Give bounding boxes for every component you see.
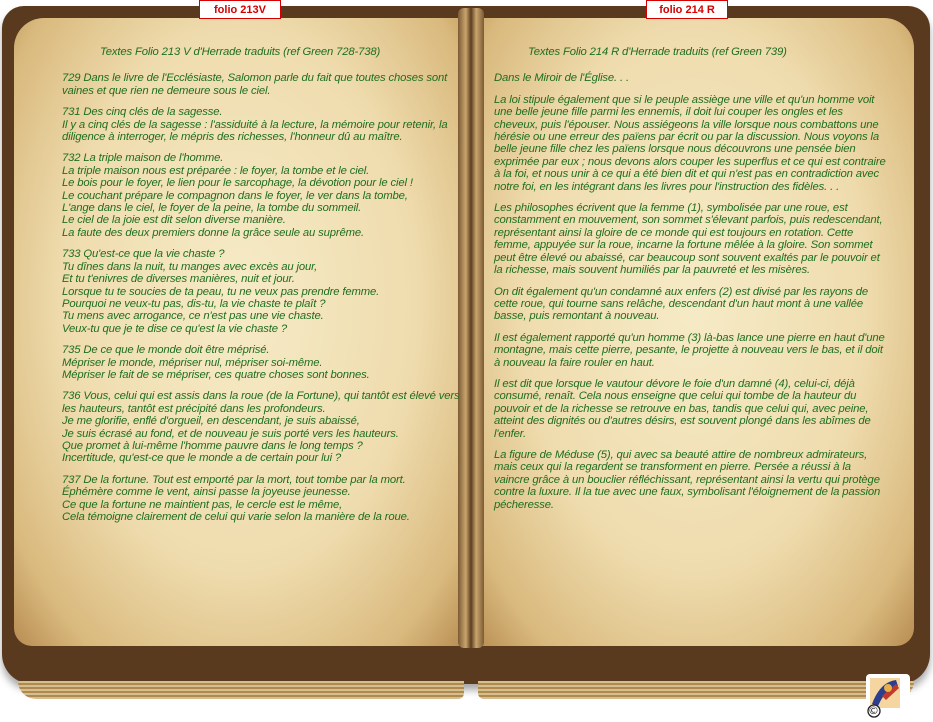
right-page-paragraph: Il est dit que lorsque le vautour dévore le foie d'un damné (4), celui-ci, déjà consumé, renaît. Cela nous enseigne que celui qui tombe de la hauteur du pouvoir et de la richesse se retrouve en bas, tandis que celui qui, avec peine, atteint des dignités ou d'autres désirs, est souvent plongé dans les abîmes de l'enfer. — [494, 377, 871, 440]
right-page-paragraph: Dans le Miroir de l'Église. . . — [494, 72, 630, 85]
left-page-paragraph: 732 La triple maison de l'homme. La triple maison nous est préparée : le foyer, la tombe et le ciel. Le bois pour le foyer, le lien pour le sarcophage, la dévotion pour le ciel ! Le couchant prépare le compagnon dans le foyer, le ver dans la tombe, L'ange dans le ciel, le foyer de la peine, la tombe du sommeil. Le ciel de la joie est dit selon diverse manière. La faute des deux premiers donne la grâce seule au suprême. — [62, 152, 413, 239]
left-paragraphs — [62, 72, 462, 523]
copyright-logo-icon — [866, 674, 910, 718]
left-page-edge — [18, 681, 464, 699]
right-page-edge — [478, 681, 914, 699]
left-page-paragraph: 731 Des cinq clés de la sagesse. Il y a cinq clés de la sagesse : l'assiduité à la lecture, la mémoire pour retenir, la diligence à interroger, le mépris des richesses, l'honneur dû au maître. — [62, 106, 448, 144]
right-page-paragraph: Les philosophes écrivent que la femme (1), symbolisée par une roue, est constamment en mouvement, son sommet s'élevant parfois, puis redescendant, représentant ainsi la gloire de ce monde qui est toujours en rotation. Cette femme, appuyée sur la roue, incarne la fortune mêlée à la gloire. Son sommet peut être élevé ou abaissé, car beaucoup sont souvent exaltés par le pouvoir et la richesse, mais souvent humiliés par la pauvreté et les misères. — [494, 202, 883, 277]
left-page-text — [62, 46, 462, 532]
folio-label-right: folio 214 R — [646, 0, 728, 19]
folio-label-left: folio 213V — [199, 0, 281, 19]
right-page-paragraph: La figure de Méduse (5), qui avec sa beauté attire de nombreux admirateurs, mais ceux qui la regardent se transforment en pierre. Persée a réussi à la vaincre grâce à un bouclier réfléchissant, représentant ainsi la vertu qui protège contre la luxure. Il la tue avec une faux, symbolisant l'éloignement de la passion pécheresse. — [494, 448, 881, 511]
left-page-paragraph: 735 De ce que le monde doit être méprisé. Mépriser le monde, mépriser nul, mépriser soi-même. Mépriser le fait de se mépriser, ces quatre choses sont bonnes. — [62, 344, 370, 381]
left-page-heading: Textes Folio 213 V d'Herrade traduits (ref Green 728-738) — [100, 46, 381, 58]
right-page-heading: Textes Folio 214 R d'Herrade traduits (ref Green 739) — [528, 46, 787, 58]
right-paragraphs — [494, 72, 888, 511]
right-page-text — [494, 46, 888, 520]
right-page-paragraph: Il est également rapporté qu'un homme (3) là-bas lance une pierre en haut d'une montagne, mais cette pierre, pesante, le projette à nouveau vers le bas, et il doit à nouveau la faire rouler en haut. — [494, 331, 885, 369]
left-page-paragraph: 737 De la fortune. Tout est emporté par la mort, tout tombe par la mort. Éphémère comme le vent, ainsi passe la joyeuse jeunesse. Ce que la fortune ne maintient pas, le cercle est le même, Cela témoigne clairement de celui qui varie selon la manière de la roue. — [62, 473, 410, 523]
right-page-paragraph: La loi stipule également que si le peuple assiège une ville et qu'un homme voit une belle jeune fille parmi les ennemis, il doit lui couper les ongles et les cheveux, puis l'épouser. Nous assiégeons la ville lorsque nous combattons une hérésie ou une erreur des païens par écrit ou par la discussion. Nous voyons la belle jeune fille chez les païens lorsque nous découvrons une pensée bien exprimée par eux ; nous devons alors couper les superflus et ce qui est contraire à la foi, et nous unir à ce qui a été bien dit et qui n'est pas en contradiction avec notre foi, en les intégrant dans les livres pour l'instruction des fidèles. . . — [494, 93, 886, 193]
copyright-symbol: © — [868, 704, 879, 717]
left-page-paragraph: 733 Qu'est-ce que la vie chaste ? Tu dînes dans la nuit, tu manges avec excès au jour, Et tu t'enivres de diverses manières, nuit et jour. Lorsque tu te soucies de ta peau, tu ne veux pas prendre femme. Pourquoi ne veux-tu pas, dis-tu, la vie chaste te plaît ? Tu mens avec arrogance, ce n'est pas une vie chaste. Veux-tu que je te dise ce qu'est la vie chaste ? — [62, 248, 380, 335]
left-page-paragraph: 736 Vous, celui qui est assis dans la roue (de la Fortune), qui tantôt est élevé vers les hauteurs, tantôt est précipité dans les profondeurs. Je me glorifie, enflé d'orgueil, en descendant, je suis abaissé, Je suis écrasé au fond, et de nouveau je suis porté vers les hauteurs. Que promet à lui-même l'homme pauvre dans le long temps ? Incertitude, qu'est-ce que le monde a de certain pour lui ? — [62, 390, 460, 465]
left-page-paragraph: 729 Dans le livre de l'Ecclésiaste, Salomon parle du fait que toutes choses sont vaines et que rien ne demeure sous le ciel. — [62, 72, 448, 97]
right-page-paragraph: On dit également qu'un condamné aux enfers (2) est divisé par les rayons de cette roue, qui tourne sans relâche, descendant d'un haut mont à une vallée basse, puis remontant à nouveau. — [494, 285, 868, 323]
